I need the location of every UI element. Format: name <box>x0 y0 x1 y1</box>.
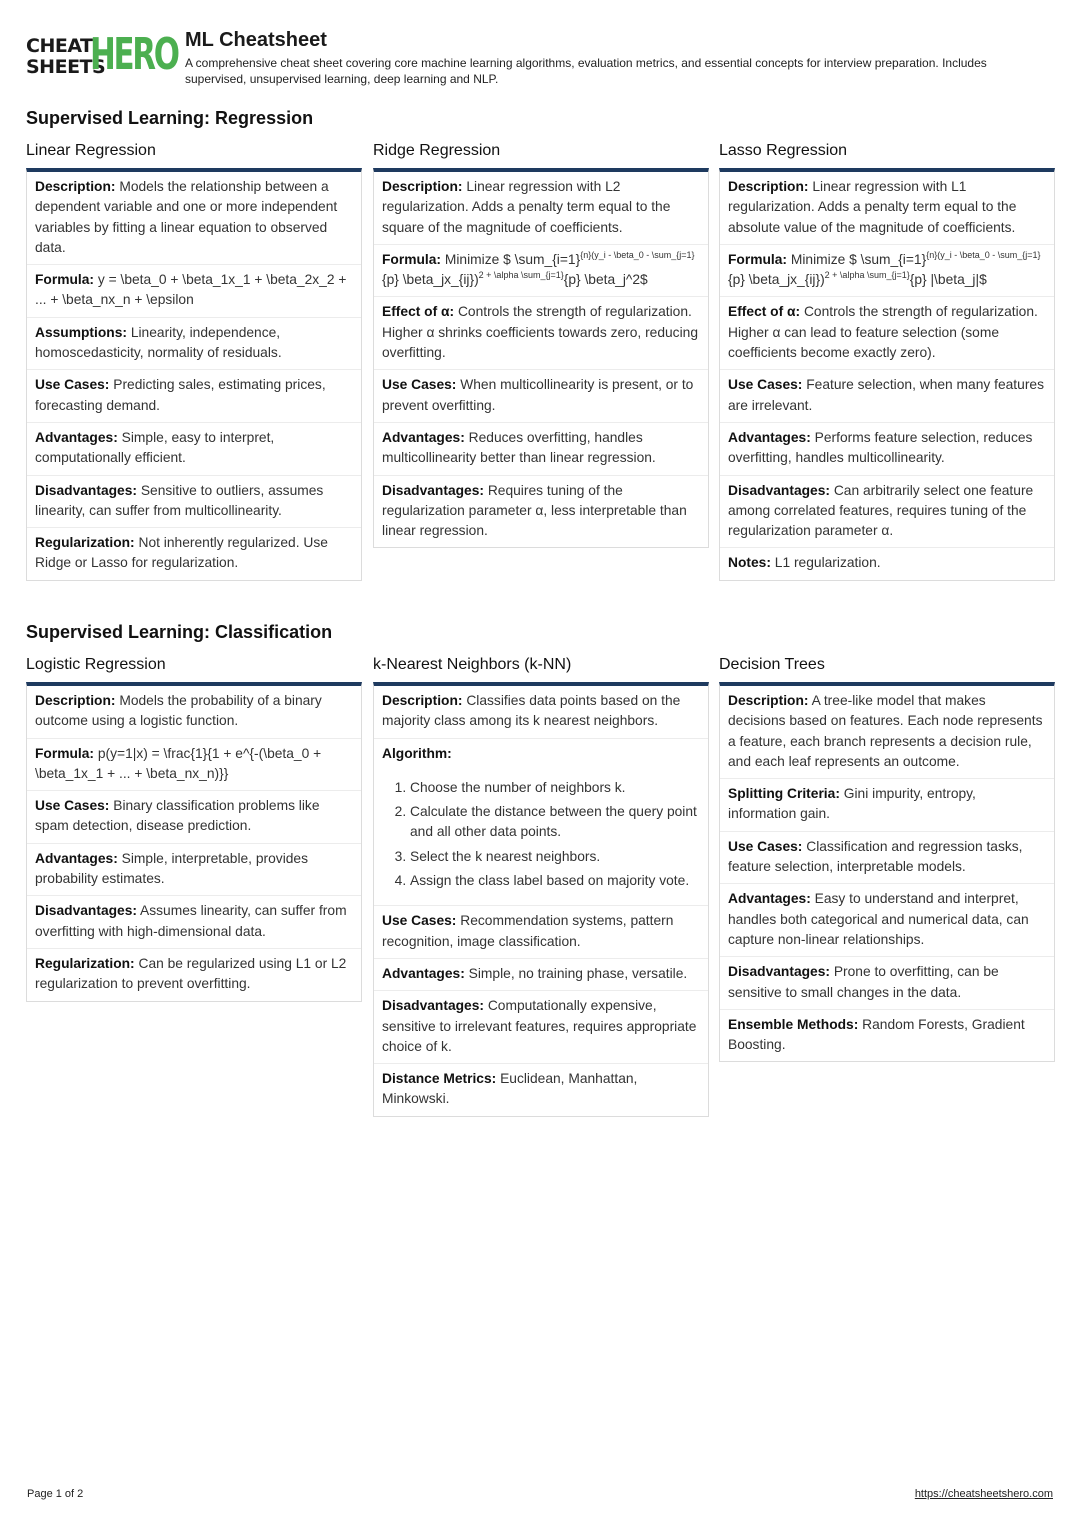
card-title: k-Nearest Neighbors (k-NN) <box>373 656 572 673</box>
card-body <box>719 682 1055 1062</box>
site-link[interactable]: https://cheatsheetshero.com <box>914 1488 1053 1500</box>
card-row: Formula: Minimize $ \sum_{i=1}$^{\{n\}(y\_i - \backslash beta\_0 - \backslash sum\_\{j=1\}}${p} \beta_jx_{ij})$^{2 + \backslash alpha \backslash sum\_\{j=1\}}${p} |\beta_j|$ <box>720 245 1054 298</box>
card-row: Formula: Minimize $ \sum_{i=1}$^{\{n\}(y\_i - \backslash beta\_0 - \backslash sum\_\{j=1\}}${p} \beta_jx_{ij})$^{2 + \backslash alpha \backslash sum\_\{j=1\}}${p} \beta_j^2$ <box>374 245 708 298</box>
card-row: Use Cases: Binary classification problems like spam detection, disease prediction. <box>27 791 361 844</box>
page-subtitle: A comprehensive cheat sheet covering core machine learning algorithms, evaluation metrics, and essential concepts for interview preparation. Includes supervised, unsupervised learning, deep learning and NLP. <box>185 56 987 86</box>
card-lasso-regression <box>719 141 1055 581</box>
card-row: Distance Metrics: Euclidean, Manhattan, Minkowski. <box>382 1071 638 1107</box>
card-row: Formula: y = \beta_0 + \beta_1x_1 + \beta_2x_2 + ... + \beta_nx_n + \epsilon <box>27 265 361 318</box>
list-item: 4. Assign the class label based on majority vote. <box>410 871 700 891</box>
card-title: Lasso Regression <box>719 142 848 159</box>
card-logistic-regression <box>26 655 362 1002</box>
cheatsheetshero-logo[interactable] <box>26 29 178 80</box>
card-row: Use Cases: Recommendation systems, pattern recognition, image classification. <box>374 906 708 959</box>
card-row: Effect of α: Controls the strength of regularization. Higher α shrinks coefficients towards zero, reducing overfitting. <box>374 297 708 370</box>
card-row: Description: Linear regression with L1 regularization. Adds a penalty term equal to the absolute value of the magnitude of coefficients. <box>720 172 1054 245</box>
card-decision-trees <box>719 655 1055 1062</box>
card-row: Description: Classifies data points based on the majority class among its k nearest neighbors. <box>374 686 708 739</box>
card-row: Use Cases: Classification and regression tasks, feature selection, interpretable models. <box>720 832 1054 885</box>
card-row: Description: Models the relationship between a dependent variable and one or more independent variables by fitting a linear equation to observed data. <box>27 172 361 265</box>
algorithm-steps <box>382 778 700 891</box>
card-row: Disadvantages: Can arbitrarily select one feature among correlated features, requires tuning of the regularization parameter α. <box>720 476 1054 549</box>
card-row: Advantages: Easy to understand and interpret, handles both categorical and numerical data, can capture non-linear relationships. <box>720 884 1054 957</box>
page-title: ML Cheatsheet <box>185 29 327 51</box>
card-row: Regularization: Can be regularized using L1 or L2 regularization to prevent overfitting. <box>35 955 347 992</box>
card-row: Disadvantages: Assumes linearity, can suffer from overfitting with high-dimensional data. <box>27 896 361 949</box>
card-row: Advantages: Simple, easy to interpret, computationally efficient. <box>27 423 361 476</box>
list-item: 3. Select the k nearest neighbors. <box>410 847 700 867</box>
logo-text-cheat: CHEAT <box>26 35 93 57</box>
card-row: Use Cases: Feature selection, when many features are irrelevant. <box>720 370 1054 423</box>
card-title: Ridge Regression <box>373 142 501 159</box>
card-title: Linear Regression <box>26 142 156 159</box>
card-ridge-regression <box>373 141 709 548</box>
section-regression <box>26 107 1056 617</box>
card-row: Use Cases: When multicollinearity is present, or to prevent overfitting. <box>374 370 708 423</box>
card-row: Disadvantages: Computationally expensive, sensitive to irrelevant features, requires appropriate choice of k. <box>374 991 708 1064</box>
card-row: Notes: L1 regularization. <box>728 555 881 571</box>
section-title: Supervised Learning: Regression <box>26 108 314 128</box>
card-row: Disadvantages: Prone to overfitting, can be sensitive to small changes in the data. <box>720 957 1054 1010</box>
card-body <box>373 682 709 1117</box>
card-row: Assumptions: Linearity, independence, homoscedasticity, normality of residuals. <box>27 318 361 371</box>
card-linear-regression <box>26 141 362 581</box>
page-number: Page 1 of 2 <box>27 1488 84 1500</box>
list-item: 1. Choose the number of neighbors k. <box>410 778 700 798</box>
card-title: Logistic Regression <box>26 656 166 673</box>
card-row: Advantages: Performs feature selection, reduces overfitting, handles multicollinearity. <box>720 423 1054 476</box>
card-row: Advantages: Simple, no training phase, versatile. <box>374 959 708 991</box>
card-row: Description: Linear regression with L2 regularization. Adds a penalty term equal to the square of the magnitude of coefficients. <box>374 172 708 245</box>
page-header <box>26 28 1056 88</box>
section-classification <box>26 621 1056 1141</box>
card-row: Description: Models the probability of a binary outcome using a logistic function. <box>27 686 361 739</box>
card-body <box>26 168 362 581</box>
card-row: Description: A tree-like model that makes decisions based on features. Each node represents a feature, each branch represents a decision rule, and each leaf represents an outcome. <box>720 686 1054 779</box>
card-row: Regularization: Not inherently regularized. Use Ridge or Lasso for regularization. <box>35 535 328 571</box>
logo-text-sheets: SHEETS <box>26 56 106 78</box>
card-knn <box>373 655 709 1117</box>
card-body <box>373 168 709 548</box>
section-title: Supervised Learning: Classification <box>26 622 333 642</box>
card-body <box>26 682 362 1002</box>
card-row: Advantages: Simple, interpretable, provides probability estimates. <box>27 844 361 897</box>
card-row: Ensemble Methods: Random Forests, Gradient Boosting. <box>728 1016 1025 1053</box>
card-title: Decision Trees <box>719 656 825 673</box>
card-row: Splitting Criteria: Gini impurity, entropy, information gain. <box>720 779 1054 832</box>
card-body <box>719 168 1055 581</box>
card-row: Effect of α: Controls the strength of regularization. Higher α can lead to feature selection (some coefficients become exactly zero). <box>720 297 1054 370</box>
list-item: 2. Calculate the distance between the query point and all other data points. <box>410 802 700 843</box>
card-row: Disadvantages: Sensitive to outliers, assumes linearity, can suffer from multicollinearity. <box>27 476 361 529</box>
logo-text-hero: HERO <box>90 29 178 80</box>
card-row: Disadvantages: Requires tuning of the regularization parameter α, less interpretable than linear regression. <box>382 482 687 539</box>
card-row: Formula: p(y=1|x) = \frac{1}{1 + e^{-(\beta_0 + \beta_1x_1 + ... + \beta_nx_n)}} <box>27 739 361 792</box>
card-row: Algorithm: 1. Choose the number of neighbors k. 2. Calculate the distance between the query point and all other data points. 3. Select the k nearest neighbors. 4. Assign the class label based on majority vote. <box>374 739 708 907</box>
card-row: Use Cases: Predicting sales, estimating prices, forecasting demand. <box>27 370 361 423</box>
card-row: Advantages: Reduces overfitting, handles multicollinearity better than linear regression. <box>374 423 708 476</box>
